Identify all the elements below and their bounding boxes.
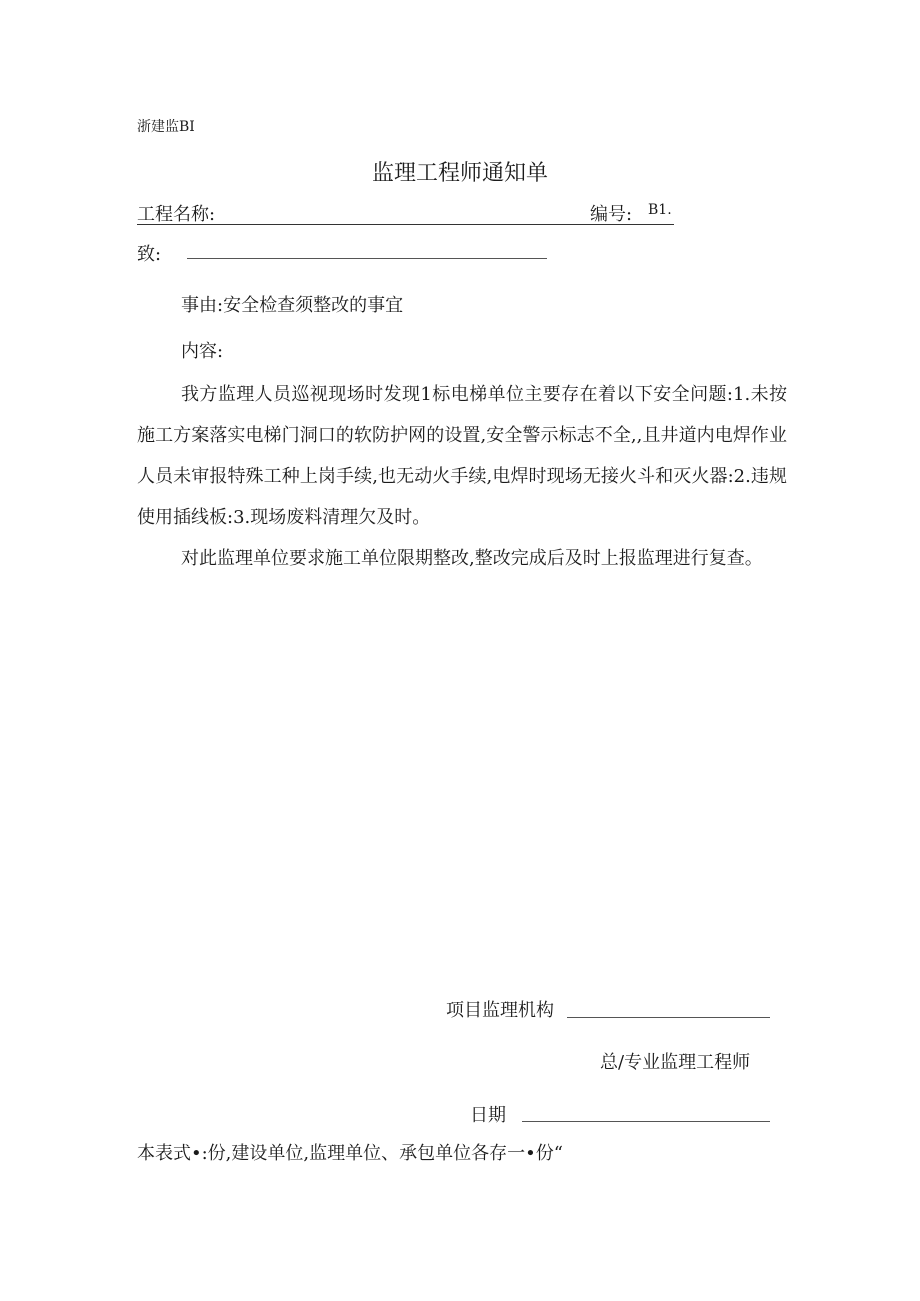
- form-code: 浙建监BI: [137, 119, 195, 135]
- recipient-label: 致:: [137, 244, 162, 265]
- content-label: 内容:: [181, 341, 224, 362]
- footer-note: 本表式•:份,建设单位,监理单位、承包单位各存一•份“: [137, 1143, 563, 1164]
- date-underline: [522, 1121, 770, 1122]
- number-value: B1.: [648, 202, 672, 218]
- subject-line: 事由:安全检查须整改的事宜: [181, 295, 404, 316]
- body-paragraph-issues: 我方监理人员巡视现场时发现1标电梯单位主要存在着以下安全问题:1.未按施工方案落实电梯门洞口的软防护网的设置,安全警示标志不全,,且井道内电焊作业人员未审报特殊工种上岗手续,也无动火手续,电焊时现场无接火斗和灭火器:2.违规使用插线板:3.现场废料清理欠及时。: [137, 384, 787, 528]
- recipient-underline: [187, 258, 547, 259]
- body-paragraph-requirement: 对此监理单位要求施工单位限期整改,整改完成后及时上报监理进行复查。: [181, 548, 763, 569]
- notice-body: [137, 374, 787, 579]
- supervision-org-label: 项目监理机构: [446, 1000, 554, 1021]
- engineer-signature-label: 总/专业监理工程师: [600, 1052, 751, 1073]
- project-name-label: 工程名称:: [137, 204, 216, 225]
- date-label: 日期: [470, 1105, 506, 1126]
- number-label: 编号:: [590, 204, 633, 225]
- supervision-org-underline: [567, 1017, 770, 1018]
- document-title: 监理工程师通知单: [371, 161, 548, 186]
